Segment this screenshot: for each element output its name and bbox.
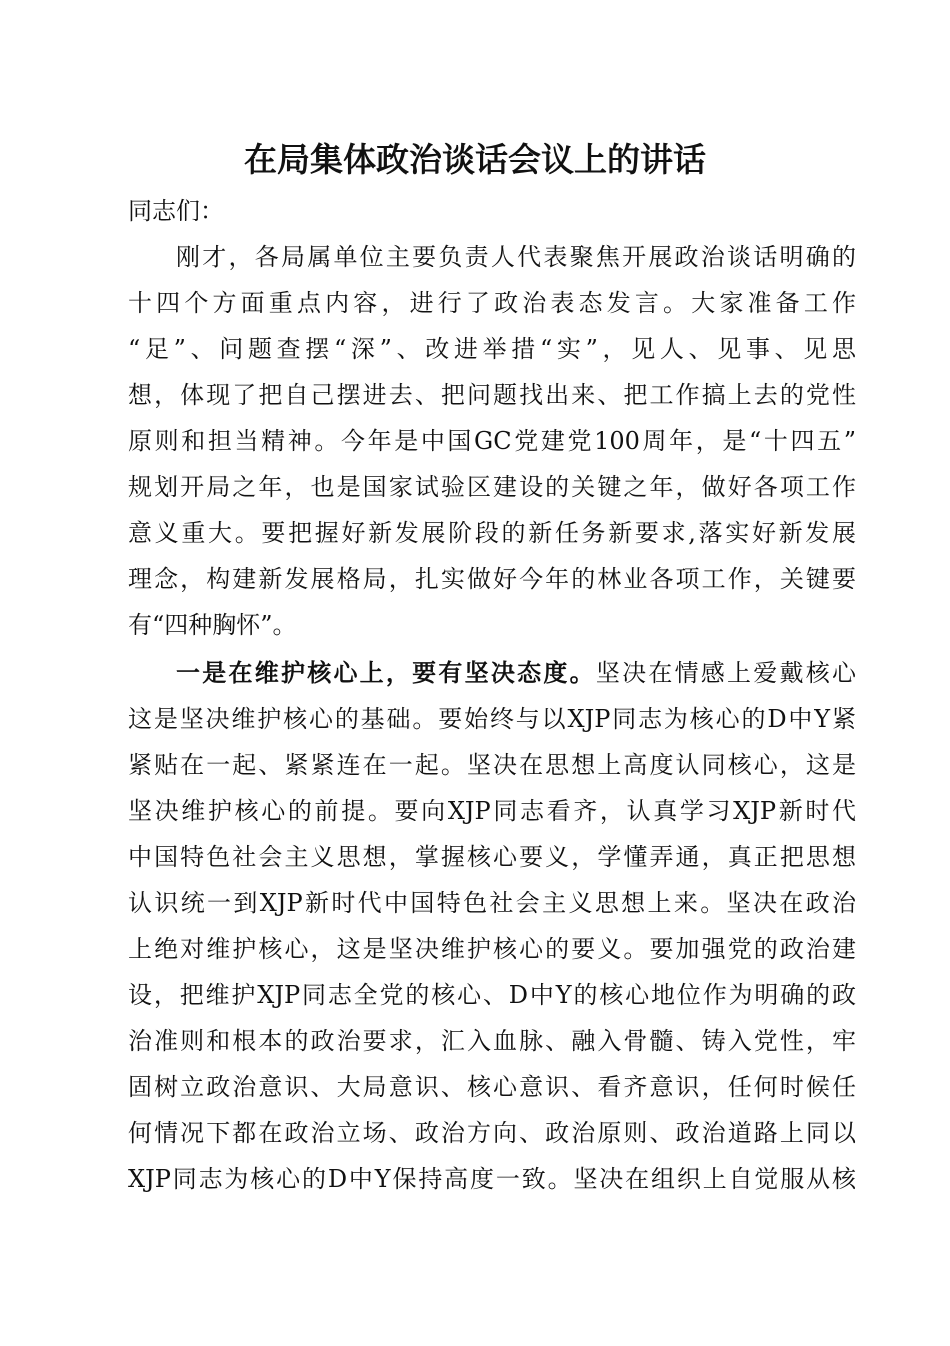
salutation: 同志们： (128, 197, 224, 225)
paragraph-1-line: 想，体现了把自己摆进去、把问题找出来、把工作搞上去的党性 (128, 381, 856, 409)
document-title: 在局集体政治谈话会议上的讲话 (244, 140, 706, 179)
paragraph-2-line: 治准则和根本的政治要求，汇入血脉、融入骨髓、铸入党性，牢 (128, 1027, 856, 1055)
paragraph-1-line: “足”、问题查摆“深”、改进举措“实”，见人、见事、见思 (128, 335, 856, 363)
paragraph-2-first-line (176, 656, 856, 690)
paragraph-2-lead: 一是在维护核心上，要有坚决态度。 (176, 659, 596, 687)
paragraph-2-line: 设，把维护XJP同志全党的核心、D中Y的核心地位作为明确的政 (128, 981, 856, 1009)
paragraph-1-line: 刚才，各局属单位主要负责人代表聚焦开展政治谈话明确的 (176, 243, 856, 271)
paragraph-2-line: 上绝对维护核心，这是坚决维护核心的要义。要加强党的政治建 (128, 935, 856, 963)
paragraph-2-line: XJP同志为核心的D中Y保持高度一致。坚决在组织上自觉服从核 (128, 1165, 856, 1193)
paragraph-2-line: 认识统一到XJP新时代中国特色社会主义思想上来。坚决在政治 (128, 889, 856, 917)
paragraph-1-line: 理念，构建新发展格局，扎实做好今年的林业各项工作，关键要 (128, 565, 856, 593)
paragraph-2-line: 固树立政治意识、大局意识、核心意识、看齐意识，任何时候任 (128, 1073, 856, 1101)
paragraph-2-first-rest: 坚决在情感上爱戴核心 (595, 659, 857, 687)
paragraph-2-line: 中国特色社会主义思想，掌握核心要义，学懂弄通，真正把思想 (128, 843, 856, 871)
paragraph-1-line: 意义重大。要把握好新发展阶段的新任务新要求,落实好新发展 (128, 519, 856, 547)
paragraph-2-line: 这是坚决维护核心的基础。要始终与以XJP同志为核心的D中Y紧 (128, 705, 856, 733)
paragraph-2-line: 何情况下都在政治立场、政治方向、政治原则、政治道路上同以 (128, 1119, 856, 1147)
paragraph-2-line: 紧贴在一起、紧紧连在一起。坚决在思想上高度认同核心，这是 (128, 751, 856, 779)
paragraph-1-line: 有“四种胸怀”。 (128, 611, 297, 639)
paragraph-1-line: 原则和担当精神。今年是中国GC党建党100周年，是“十四五” (128, 427, 856, 455)
paragraph-2-line: 坚决维护核心的前提。要向XJP同志看齐，认真学习XJP新时代 (128, 797, 856, 825)
paragraph-1-line: 规划开局之年，也是国家试验区建设的关键之年，做好各项工作 (128, 473, 856, 501)
paragraph-1-line: 十四个方面重点内容，进行了政治表态发言。大家准备工作 (128, 289, 856, 317)
